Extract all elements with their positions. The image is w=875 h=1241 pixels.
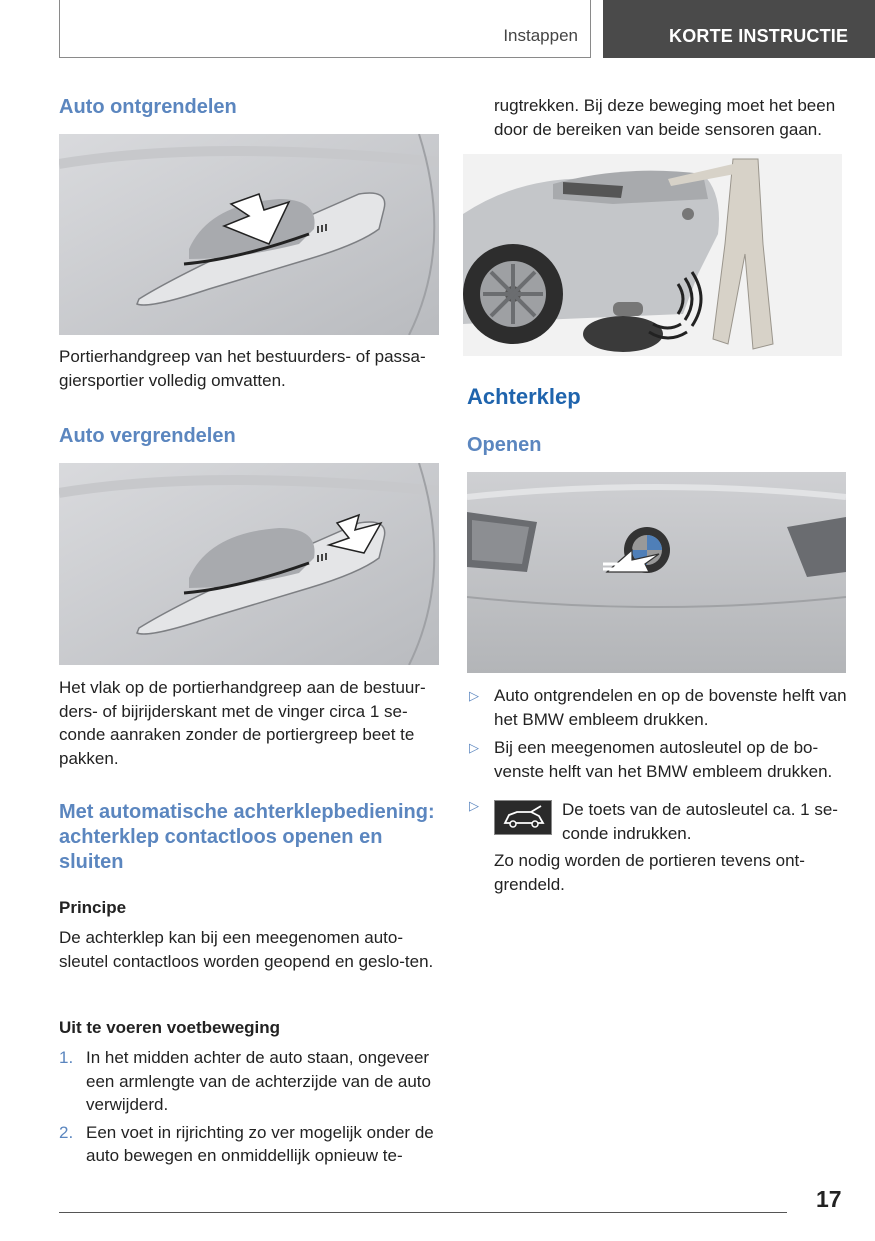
door-handle-lock-figure: [59, 463, 439, 665]
list-item: [467, 684, 847, 731]
bullet-text: Bij een meegenomen autosleutel op de bo-venste helft van het BMW embleem drukken.: [494, 738, 833, 781]
step-text: In het midden achter de auto staan, ongeveer een armlengte van de achterzijde van de auto verwijderd.: [86, 1048, 431, 1114]
lock-heading: Auto vergrendelen: [59, 425, 236, 447]
step-text: Een voet in rijrichting zo ver mogelijk onder de auto bewegen en onmiddellijk opnieuw te-: [86, 1122, 434, 1165]
unlock-note: Zo nodig worden de portieren tevens ont-grendeld.: [494, 851, 805, 894]
page-number: 17: [816, 1186, 842, 1212]
list-item: [467, 736, 847, 783]
open-heading: Openen: [467, 434, 542, 456]
step-number: 1.: [59, 1048, 74, 1067]
footer-divider: [59, 1212, 787, 1213]
unlock-heading: Auto ontgrendelen: [59, 96, 237, 118]
foot-movement-steps: [59, 1046, 439, 1168]
chapter-tab: KORTE INSTRUCTIE: [603, 0, 875, 58]
bullet-text: Auto ontgrendelen en op de bovenste helft van het BMW embleem drukken.: [494, 686, 847, 729]
triangle-bullet-icon: ▷: [469, 740, 479, 755]
auto-tailgate-heading: Met automatische achterklepbediening: achterklep contactloos openen en sluiten: [59, 801, 435, 873]
open-steps: [467, 684, 847, 783]
header-box: [59, 0, 591, 58]
principle-heading: Principe: [59, 898, 127, 917]
section-title: Instappen: [503, 26, 578, 45]
principle-text: De achterklep kan bij een meegenomen auto-sleutel contactloos worden geopend en geslo-ten.: [59, 928, 434, 971]
car-tailgate-key-icon: [494, 800, 552, 835]
continued-text: rugtrekken. Bij deze beweging moet het been door de bereiken van beide sensoren gaan.: [494, 96, 836, 139]
door-handle-unlock-figure: [59, 134, 439, 335]
tailgate-heading: Achterklep: [467, 384, 581, 409]
key-bullet-text: De toets van de autosleutel ca. 1 se-conde indrukken.: [562, 800, 838, 843]
foot-movement-heading: Uit te voeren voetbeweging: [59, 1018, 281, 1037]
list-item: [59, 1121, 439, 1168]
unlock-caption: Portierhandgreep van het bestuurders- of passa-giersportier volledig omvatten.: [59, 347, 426, 390]
triangle-bullet-icon: ▷: [469, 688, 479, 703]
lock-caption: Het vlak op de portierhandgreep aan de bestuur-ders- of bijrijderskant met de vinger circa 1 se-conde aanraken zonder de portiergreep beet te pakken.: [59, 678, 426, 768]
bmw-emblem-figure: [467, 472, 846, 673]
foot-sensor-figure: [463, 154, 842, 356]
step-number: 2.: [59, 1122, 74, 1142]
triangle-bullet-icon: ▷: [469, 798, 479, 813]
list-item: [59, 1046, 439, 1117]
